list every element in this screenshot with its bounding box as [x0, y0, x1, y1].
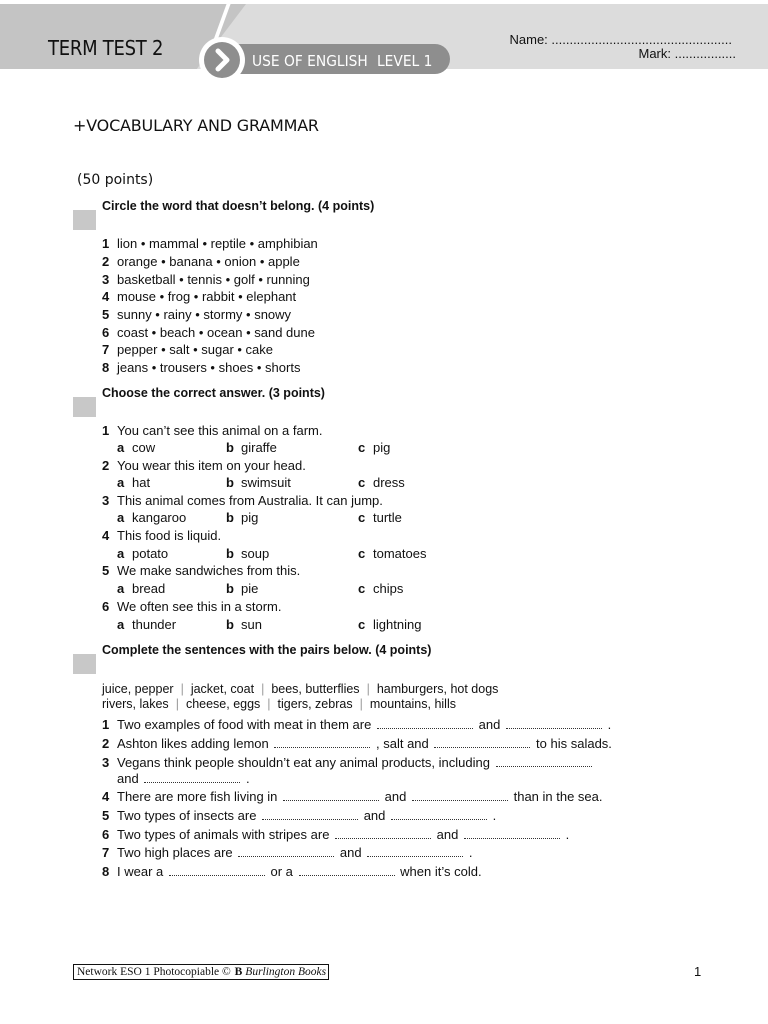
word-pair: rivers, lakes: [102, 697, 169, 711]
item-words[interactable]: pepper • salt • sugar • cake: [117, 342, 274, 357]
exercise-2-question: [102, 493, 383, 509]
sentence-part: than in the sea.: [513, 789, 603, 804]
option-a[interactable]: [117, 510, 186, 526]
exercise-1-item[interactable]: [102, 307, 291, 323]
exercise-3-sentence: [102, 864, 482, 880]
total-points: (50 points): [77, 172, 154, 188]
question-number: 5: [102, 563, 110, 578]
option-c[interactable]: [358, 475, 405, 491]
sentence-part: when it’s cold.: [400, 864, 482, 879]
option-letter: b: [226, 617, 234, 632]
option-letter: a: [117, 546, 125, 561]
separator: |: [359, 697, 363, 711]
option-a[interactable]: [117, 581, 165, 597]
question-text: This animal comes from Australia. It can jump.: [117, 493, 383, 508]
option-text[interactable]: potato: [132, 546, 169, 561]
item-words[interactable]: sunny • rainy • stormy • snowy: [117, 307, 292, 322]
option-text[interactable]: bread: [132, 581, 166, 596]
exercise-1-instruction: Circle the word that doesn’t belong. (4 points): [102, 199, 375, 213]
question-text: This food is liquid.: [117, 528, 222, 543]
option-text[interactable]: soup: [241, 546, 270, 561]
item-words[interactable]: orange • banana • onion • apple: [117, 254, 300, 269]
question-number: 6: [102, 599, 110, 614]
exercise-2-question: [102, 563, 300, 579]
option-text[interactable]: dress: [373, 475, 405, 490]
option-letter: b: [226, 581, 234, 596]
option-letter: c: [358, 546, 366, 561]
answer-blank[interactable]: [144, 773, 240, 783]
answer-blank[interactable]: [434, 738, 530, 748]
option-c[interactable]: [358, 581, 403, 597]
question-text: You can’t see this animal on a farm.: [117, 423, 323, 438]
exercise-2-question: [102, 458, 306, 474]
question-number: 1: [102, 423, 110, 438]
option-c[interactable]: [358, 617, 421, 633]
item-words[interactable]: basketball • tennis • golf • running: [117, 272, 310, 287]
answer-blank[interactable]: [496, 757, 592, 767]
answer-blank[interactable]: [377, 719, 473, 729]
sentence-part: and: [436, 827, 459, 842]
option-b[interactable]: [226, 581, 258, 597]
sentence-part: Two types of insects are: [117, 808, 257, 823]
exercise-3-sentence: [102, 827, 569, 843]
sentence-part: to his salads.: [536, 736, 612, 751]
separator: |: [180, 682, 184, 696]
item-number: 2: [102, 254, 110, 269]
sentence-part: and: [478, 717, 501, 732]
sentence-part: .: [492, 808, 497, 823]
question-text: We make sandwiches from this.: [117, 563, 301, 578]
word-pair: cheese, eggs: [185, 697, 261, 711]
option-letter: c: [358, 475, 366, 490]
sentence-part: and: [117, 771, 139, 786]
separator: |: [175, 697, 179, 711]
option-letter: c: [358, 510, 366, 525]
exercise-2-question: [102, 528, 221, 544]
option-letter: a: [117, 581, 125, 596]
sentence-part: Vegans think people shouldn’t eat any animal products, including: [117, 755, 490, 770]
exercise-3-sentence: [102, 789, 603, 805]
separator: |: [261, 682, 265, 696]
option-letter: c: [358, 440, 366, 455]
option-b[interactable]: [226, 617, 262, 633]
sentence-part: and: [339, 845, 362, 860]
option-text[interactable]: pig: [241, 510, 259, 525]
question-text: We often see this in a storm.: [117, 599, 282, 614]
option-a[interactable]: [117, 440, 155, 456]
exercise-1-item[interactable]: [102, 360, 300, 376]
item-number: 4: [102, 289, 110, 304]
sentence-number: 5: [102, 808, 110, 823]
answer-blank[interactable]: [169, 866, 265, 876]
subject-banner-text: [252, 52, 432, 70]
option-letter: c: [358, 581, 366, 596]
question-number: 3: [102, 493, 110, 508]
level-label: LEVEL 1: [376, 52, 433, 70]
footer-copyright: [73, 964, 329, 980]
item-words[interactable]: mouse • frog • rabbit • elephant: [117, 289, 297, 304]
answer-blank[interactable]: [238, 847, 334, 857]
exercise-1-item[interactable]: [102, 236, 318, 252]
option-c[interactable]: [358, 440, 390, 456]
answer-blank[interactable]: [299, 866, 395, 876]
exercise-3-instruction: Complete the sentences with the pairs below. (4 points): [102, 643, 432, 657]
item-number: 7: [102, 342, 110, 357]
sentence-part: Two types of animals with stripes are: [117, 827, 330, 842]
exercise-3-sentence-continuation: [117, 771, 250, 787]
item-words[interactable]: coast • beach • ocean • sand dune: [117, 325, 315, 340]
word-pair: hamburgers, hot dogs: [376, 682, 499, 696]
answer-blank[interactable]: [367, 847, 463, 857]
option-b[interactable]: [226, 440, 277, 456]
item-words[interactable]: lion • mammal • reptile • amphibian: [117, 236, 318, 251]
sentence-number: 8: [102, 864, 110, 879]
sentence-number: 2: [102, 736, 110, 751]
option-letter: a: [117, 510, 125, 525]
sentence-number: 7: [102, 845, 110, 860]
option-text[interactable]: turtle: [373, 510, 402, 525]
question-number: 2: [102, 458, 110, 473]
option-text[interactable]: giraffe: [241, 440, 277, 455]
separator: |: [267, 697, 271, 711]
sentence-part: Two high places are: [117, 845, 233, 860]
sentence-number: 4: [102, 789, 110, 804]
sentence-part: .: [245, 771, 250, 786]
option-text[interactable]: swimsuit: [241, 475, 291, 490]
item-number: 6: [102, 325, 110, 340]
exercise-2-question: [102, 423, 322, 439]
exercise-3-sentence: [102, 717, 611, 733]
option-text[interactable]: kangaroo: [132, 510, 187, 525]
option-b[interactable]: [226, 546, 269, 562]
answer-blank[interactable]: [274, 738, 370, 748]
option-letter: b: [226, 475, 234, 490]
sentence-part: .: [565, 827, 570, 842]
option-letter: b: [226, 510, 234, 525]
name-field[interactable]: Name: ..................................................: [509, 32, 732, 47]
exercise-3-sentence: [102, 808, 496, 824]
option-a[interactable]: [117, 546, 168, 562]
sentence-number: 3: [102, 755, 110, 770]
item-number: 3: [102, 272, 110, 287]
option-letter: a: [117, 617, 125, 632]
answer-blank[interactable]: [262, 810, 358, 820]
question-text: You wear this item on your head.: [117, 458, 306, 473]
exercise-1-number-box: [73, 210, 96, 230]
item-number: 5: [102, 307, 110, 322]
option-text[interactable]: pig: [373, 440, 391, 455]
copyright-text: Network ESO 1 Photocopiable ©: [77, 966, 231, 978]
exercise-1-item[interactable]: [102, 254, 300, 270]
sentence-part: .: [607, 717, 612, 732]
exercise-1-item[interactable]: [102, 289, 296, 305]
item-number: 8: [102, 360, 110, 375]
sentence-part: Two examples of food with meat in them are: [117, 717, 372, 732]
option-text[interactable]: sun: [241, 617, 262, 632]
publisher-name: Burlington Books: [245, 966, 327, 978]
answer-blank[interactable]: [391, 810, 487, 820]
publisher-logo-icon: B: [234, 966, 243, 978]
option-c[interactable]: [358, 510, 402, 526]
sentence-part: I wear a: [117, 864, 164, 879]
item-number: 1: [102, 236, 110, 251]
word-bank-row: [102, 697, 456, 712]
option-text[interactable]: thunder: [132, 617, 177, 632]
section-title: +VOCABULARY AND GRAMMAR: [73, 116, 319, 135]
exercise-2-instruction: Choose the correct answer. (3 points): [102, 386, 325, 400]
sentence-part: , salt and: [376, 736, 429, 751]
exercise-3-sentence: [102, 736, 612, 752]
page-number: 1: [694, 964, 702, 979]
option-text[interactable]: tomatoes: [373, 546, 427, 561]
answer-blank[interactable]: [283, 791, 379, 801]
word-pair: bees, butterflies: [271, 682, 360, 696]
answer-blank[interactable]: [464, 829, 560, 839]
sentence-part: or a: [270, 864, 293, 879]
test-title: TERM TEST 2: [48, 36, 164, 60]
option-text[interactable]: cow: [132, 440, 156, 455]
option-a[interactable]: [117, 475, 150, 491]
sentence-part: and: [363, 808, 386, 823]
question-number: 4: [102, 528, 110, 543]
separator: |: [366, 682, 370, 696]
exercise-1-item[interactable]: [102, 342, 273, 358]
option-letter: b: [226, 546, 234, 561]
word-pair: juice, pepper: [102, 682, 174, 696]
exercise-3-sentence: [102, 845, 472, 861]
option-text[interactable]: lightning: [373, 617, 422, 632]
exercise-3-sentence: [102, 755, 594, 771]
option-letter: b: [226, 440, 234, 455]
option-text[interactable]: pie: [241, 581, 259, 596]
option-text[interactable]: hat: [132, 475, 151, 490]
exercise-1-item[interactable]: [102, 272, 310, 288]
sentence-part: .: [468, 845, 473, 860]
word-pair: jacket, coat: [190, 682, 255, 696]
item-words[interactable]: jeans • trousers • shoes • shorts: [117, 360, 301, 375]
exercise-3-number-box: [73, 654, 96, 674]
sentence-part: Ashton likes adding lemon: [117, 736, 269, 751]
sentence-part: There are more fish living in: [117, 789, 278, 804]
option-text[interactable]: chips: [373, 581, 404, 596]
sentence-number: 1: [102, 717, 110, 732]
exercise-2-number-box: [73, 397, 96, 417]
option-b[interactable]: [226, 475, 291, 491]
subject-label: USE OF ENGLISH: [252, 52, 368, 70]
word-pair: tigers, zebras: [277, 697, 353, 711]
answer-blank[interactable]: [412, 791, 508, 801]
exercise-2-question: [102, 599, 282, 615]
chevron-right-icon: [204, 42, 240, 78]
answer-blank[interactable]: [506, 719, 602, 729]
exercise-1-item[interactable]: [102, 325, 315, 341]
answer-blank[interactable]: [335, 829, 431, 839]
option-c[interactable]: [358, 546, 426, 562]
sentence-number: 6: [102, 827, 110, 842]
option-a[interactable]: [117, 617, 176, 633]
word-pair: mountains, hills: [369, 697, 456, 711]
option-letter: a: [117, 440, 125, 455]
sentence-part: and: [384, 789, 407, 804]
mark-field[interactable]: Mark: .................: [638, 46, 736, 61]
option-b[interactable]: [226, 510, 258, 526]
word-bank-row: [102, 682, 498, 697]
option-letter: c: [358, 617, 366, 632]
option-letter: a: [117, 475, 125, 490]
